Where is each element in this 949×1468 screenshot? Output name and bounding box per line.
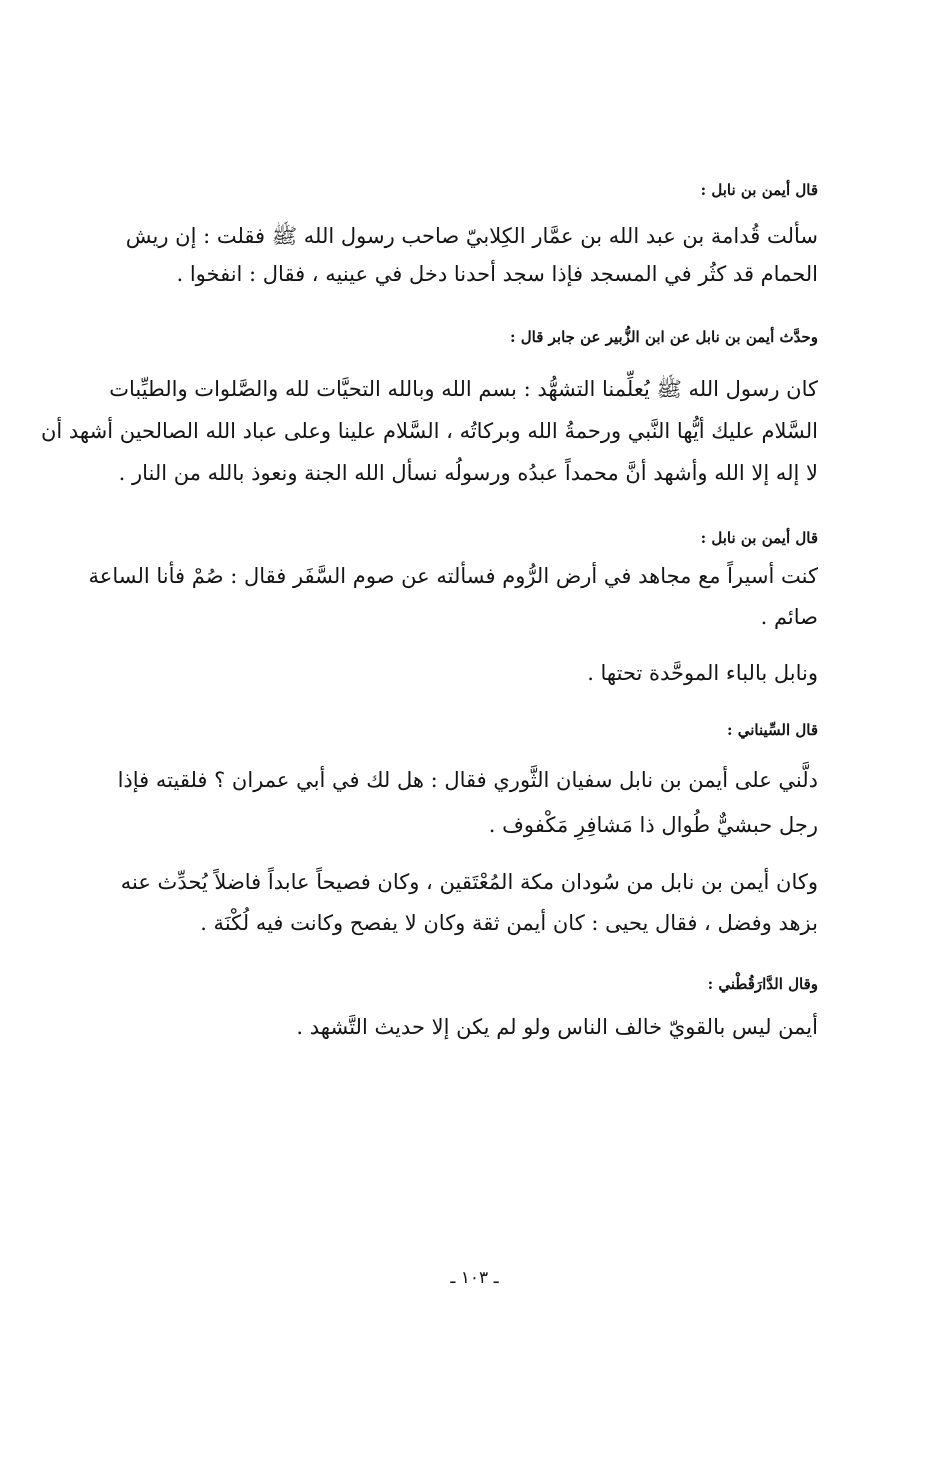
paragraph-line: لا إله إلا الله وأشهد أنَّ محمداً عبدُه ورسولُه نسأل الله الجنة ونعوذ بالله من النار . bbox=[118, 461, 818, 485]
heading-ayman-2: قال أيمن بن نابل : bbox=[700, 529, 818, 547]
page-number: ـ ١٠٣ ـ bbox=[450, 1268, 499, 1288]
paragraph-line: رجل حبشيٌّ طُوال ذا مَشافِرِ مَكْفوف . bbox=[488, 813, 818, 837]
paragraph-line: دلَّني على أيمن بن نابل سفيان الثَّوري فقال : هل لك في أبي عمران ؟ فلقيته فإذا bbox=[117, 768, 818, 792]
paragraph-line: صائم . bbox=[760, 605, 818, 629]
paragraph-line: بزهد وفضل ، فقال يحيى : كان أيمن ثقة وكان لا يفصح وكانت فيه لُكْنَة . bbox=[200, 911, 818, 935]
paragraph-line: ونابل بالباء الموحَّدة تحتها . bbox=[587, 661, 818, 685]
paragraph-line: السَّلام عليك أيُّها النَّبي ورحمةُ الله وبركاتُه ، السَّلام علينا وعلى عباد الله الصالحين أشهد أن bbox=[40, 419, 818, 443]
heading-sinani: قال السِّيناني : bbox=[726, 721, 818, 739]
heading-daraqutni: وقال الدَّارَقُطْني : bbox=[707, 975, 818, 993]
paragraph-line: كان رسول الله ﷺ يُعلِّمنا التشهُّد : بسم الله وبالله التحيَّات لله والصَّلوات والطيِّبات bbox=[109, 377, 818, 401]
paragraph-line: سألت قُدامة بن عبد الله بن عمَّار الكِلابيّ صاحب رسول الله ﷺ فقلت : إن ريش bbox=[125, 224, 818, 248]
paragraph-line: الحمام قد كثُر في المسجد فإذا سجد أحدنا دخل في عينيه ، فقال : انفخوا . bbox=[176, 262, 818, 286]
paragraph-line: كنت أسيراً مع مجاهد في أرض الرُّوم فسألته عن صوم السَّفَر فقال : صُمْ فأنا الساعة bbox=[88, 564, 818, 588]
heading-ayman-1: قال أيمن بن نابل : bbox=[700, 181, 818, 199]
paragraph-line: وكان أيمن بن نابل من سُودان مكة المُعْتَقين ، وكان فصيحاً عابداً فاضلاً يُحدِّث عنه bbox=[120, 870, 818, 894]
heading-jabir: وحدَّث أيمن بن نابل عن ابن الزُّبير عن جابر قال : bbox=[510, 328, 818, 346]
paragraph-line: أيمن ليس بالقويّ خالف الناس ولو لم يكن إلا حديث التَّشهد . bbox=[296, 1015, 818, 1039]
